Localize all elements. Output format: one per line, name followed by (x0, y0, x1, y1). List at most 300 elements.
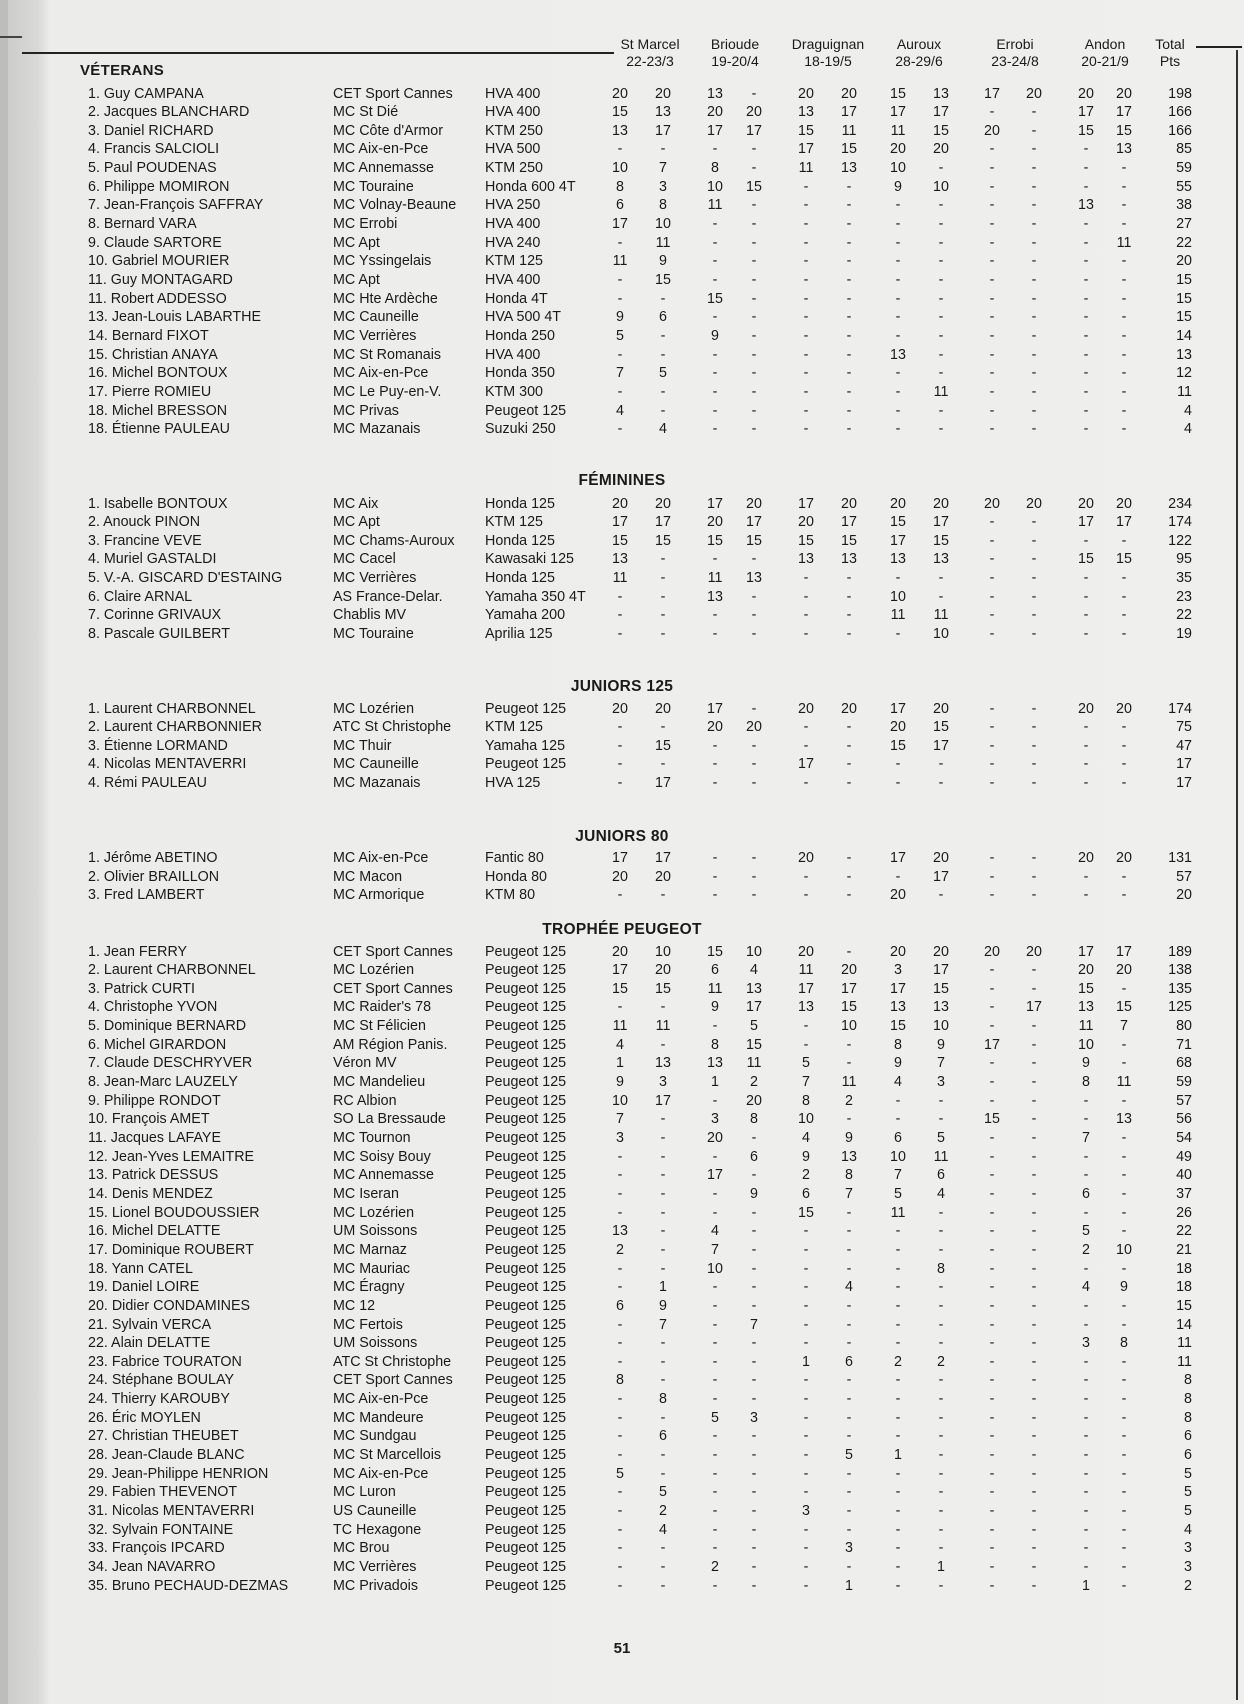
table-row (0, 774, 1244, 793)
race-points: - (803, 588, 809, 605)
rider-club: MC Sundgau (333, 1428, 417, 1445)
race-points: 11 (655, 1018, 671, 1035)
rider-name: 33. François IPCARD (88, 1540, 225, 1557)
rider-name: 15. Lionel BOUDOUSSIER (88, 1204, 260, 1221)
race-points: - (660, 1372, 666, 1389)
race-points: - (895, 421, 901, 438)
race-points: 9 (802, 1148, 810, 1165)
race-points: - (712, 234, 718, 251)
race-points: - (846, 272, 852, 288)
race-points: - (803, 1335, 809, 1352)
race-points: - (803, 1409, 809, 1426)
race-points: 3 (1082, 1335, 1090, 1352)
rider-name: 2. Laurent CHARBONNEL (88, 962, 256, 979)
race-points: - (938, 1447, 944, 1464)
race-points: - (1121, 1465, 1127, 1482)
race-points: - (803, 234, 809, 251)
race-points: - (1083, 1447, 1089, 1464)
race-points: - (660, 1353, 666, 1370)
race-points: - (1121, 1297, 1127, 1314)
race-points: - (1121, 402, 1127, 419)
table-row (0, 532, 1244, 551)
race-points: 4 (616, 402, 624, 419)
total-points: 85 (1176, 141, 1192, 158)
race-points: - (803, 1036, 809, 1053)
race-points: - (803, 1223, 809, 1240)
race-points: 10 (933, 1018, 949, 1035)
race-points: - (751, 1503, 757, 1519)
race-points: - (751, 253, 757, 270)
rider-name: 7. Jean-François SAFFRAY (88, 197, 264, 214)
race-points: 20 (798, 514, 814, 531)
race-points: - (1121, 1409, 1127, 1426)
race-points: - (1031, 1391, 1037, 1408)
race-points: - (751, 1130, 757, 1146)
race-points: 2 (750, 1074, 758, 1091)
race-points: - (895, 253, 901, 270)
total-points: 15 (1176, 309, 1192, 326)
race-points: 15 (655, 980, 671, 997)
race-points: - (846, 1484, 852, 1501)
race-points: 8 (845, 1167, 853, 1184)
race-points: - (660, 383, 666, 400)
race-points: - (895, 290, 901, 307)
race-points: 13 (1116, 141, 1132, 158)
table-row (0, 234, 1244, 253)
race-points: 9 (616, 1074, 624, 1091)
race-points: - (712, 309, 718, 326)
race-points: 20 (612, 85, 628, 102)
rider-bike: Peugeot 125 (485, 999, 567, 1016)
race-points: - (1031, 1558, 1037, 1575)
rider-club: MC Verrières (333, 570, 417, 587)
rider-bike: Peugeot 125 (485, 1428, 567, 1445)
table-row (0, 383, 1244, 402)
race-points: 7 (1082, 1130, 1090, 1146)
race-points: 4 (894, 1074, 902, 1091)
race-points: 13 (1078, 999, 1094, 1016)
race-points: 3 (711, 1111, 719, 1128)
race-points: - (1121, 588, 1127, 605)
race-points: - (660, 1409, 666, 1426)
race-points: - (1083, 1316, 1089, 1333)
race-points: - (989, 1297, 995, 1314)
total-points: 5 (1184, 1503, 1192, 1519)
race-points: 13 (841, 1148, 857, 1165)
race-points: 15 (890, 1018, 906, 1035)
rider-bike: Peugeot 125 (485, 1558, 567, 1575)
race-points: - (1121, 737, 1127, 754)
rider-bike: Peugeot 125 (485, 1036, 567, 1053)
race-points: - (751, 1335, 757, 1352)
race-points: - (846, 607, 852, 624)
race-points: - (895, 756, 901, 773)
race-points: - (712, 1521, 718, 1538)
rider-club: CET Sport Cannes (333, 943, 453, 960)
race-points: - (1031, 234, 1037, 251)
rider-bike: Honda 125 (485, 532, 555, 549)
header-rule (22, 52, 614, 54)
race-points: - (1121, 1092, 1127, 1109)
race-points: - (989, 1148, 995, 1165)
rider-name: 6. Philippe MOMIRON (88, 178, 230, 195)
race-points: 15 (890, 514, 906, 531)
race-points: 17 (933, 962, 949, 979)
race-points: - (895, 216, 901, 233)
rider-club: MC Armorique (333, 887, 425, 904)
race-points: - (846, 402, 852, 419)
table-row (0, 737, 1244, 756)
race-points: 15 (746, 532, 762, 549)
race-points: 15 (1078, 122, 1094, 139)
race-points: 9 (894, 1055, 902, 1072)
total-points: 11 (1177, 1353, 1192, 1370)
rider-club: MC Tournon (333, 1130, 411, 1146)
race-points: - (712, 1018, 718, 1035)
race-points: - (895, 1316, 901, 1333)
rider-club: MC Annemasse (333, 1167, 434, 1184)
race-points: - (1083, 1391, 1089, 1408)
rider-club: ATC St Christophe (333, 719, 452, 736)
race-points: 11 (1116, 234, 1132, 251)
race-points: - (989, 1577, 995, 1594)
race-points: - (660, 1223, 666, 1240)
race-points: 20 (655, 962, 671, 979)
race-points: - (803, 626, 809, 643)
rider-bike: Peugeot 125 (485, 1148, 567, 1165)
rider-club: MC Raider's 78 (333, 999, 432, 1016)
race-points: - (1121, 327, 1127, 344)
event-date: 23-24/8 (991, 53, 1039, 69)
race-points: - (846, 1316, 852, 1333)
race-points: - (989, 1484, 995, 1501)
rider-name: 27. Christian THEUBET (88, 1428, 239, 1445)
race-points: 20 (1026, 495, 1042, 512)
rider-club: MC Privadois (333, 1577, 419, 1594)
race-points: 20 (798, 85, 814, 102)
section-title: JUNIORS 125 (570, 678, 674, 695)
race-points: - (846, 327, 852, 344)
rider-club: MC Hte Ardèche (333, 290, 438, 307)
rider-name: 9. Claude SARTORE (88, 234, 222, 251)
race-points: - (617, 1279, 623, 1296)
race-points: 6 (802, 1185, 810, 1202)
race-points: - (846, 1111, 852, 1128)
race-points: - (1121, 160, 1127, 177)
race-points: 2 (659, 1503, 667, 1519)
race-points: - (938, 1223, 944, 1240)
race-points: 4 (1082, 1279, 1090, 1296)
race-points: - (846, 868, 852, 885)
race-points: - (1031, 1130, 1037, 1146)
rider-name: 29. Fabien THEVENOT (88, 1484, 238, 1501)
race-points: 5 (711, 1409, 719, 1426)
race-points: - (1121, 309, 1127, 326)
rider-club: MC St Romanais (333, 346, 442, 363)
table-row (0, 271, 1244, 290)
rider-bike: HVA 400 (485, 346, 541, 363)
race-points: 10 (707, 178, 723, 195)
race-points: - (751, 160, 757, 177)
race-points: - (803, 253, 809, 270)
race-points: 17 (1078, 104, 1094, 121)
race-points: - (846, 1465, 852, 1482)
rider-bike: KTM 125 (485, 514, 544, 531)
rider-club: MC Macon (333, 868, 403, 885)
rider-bike: HVA 500 4T (485, 309, 562, 326)
race-points: - (1031, 700, 1037, 717)
race-points: 17 (1078, 943, 1094, 960)
race-points: - (989, 272, 995, 288)
race-points: - (989, 1055, 995, 1072)
race-points: - (712, 216, 718, 233)
race-points: - (660, 1447, 666, 1464)
race-points: - (751, 607, 757, 624)
race-points: 2 (937, 1353, 945, 1370)
table-row (0, 1427, 1244, 1446)
race-points: - (1031, 253, 1037, 270)
table-row (0, 103, 1244, 122)
race-points: - (1083, 719, 1089, 736)
race-points: - (846, 216, 852, 233)
race-points: - (617, 1558, 623, 1575)
event-date: 20-21/9 (1081, 53, 1129, 69)
race-points: 2 (845, 1092, 853, 1109)
rider-bike: Peugeot 125 (485, 1018, 567, 1035)
race-points: - (989, 514, 995, 531)
race-points: 8 (937, 1260, 945, 1277)
rider-name: 20. Didier CONDAMINES (88, 1297, 251, 1314)
race-points: 10 (655, 943, 671, 960)
race-points: 10 (933, 626, 949, 643)
rider-name: 21. Sylvain VERCA (88, 1316, 212, 1333)
table-row (0, 1241, 1244, 1260)
race-points: 11 (612, 1018, 628, 1035)
race-points: - (1083, 309, 1089, 326)
race-points: - (617, 1540, 623, 1557)
race-points: - (660, 141, 666, 158)
race-points: - (1031, 290, 1037, 307)
race-points: - (895, 383, 901, 400)
total-points: 15 (1176, 272, 1192, 288)
race-points: 11 (746, 1055, 762, 1072)
table-row (0, 346, 1244, 365)
race-points: 11 (798, 962, 814, 979)
race-points: - (895, 1092, 901, 1109)
rider-bike: HVA 500 (485, 141, 541, 158)
total-points: 5 (1184, 1484, 1192, 1501)
race-points: - (989, 383, 995, 400)
rider-club: MC Annemasse (333, 160, 434, 177)
race-points: - (1083, 737, 1089, 754)
race-points: - (1121, 775, 1127, 792)
event-name: Andon (1084, 36, 1126, 52)
race-points: - (989, 327, 995, 344)
race-points: - (1083, 1260, 1089, 1277)
race-points: - (1031, 104, 1037, 121)
rider-bike: Peugeot 125 (485, 1279, 567, 1296)
rider-bike: KTM 125 (485, 253, 544, 270)
rider-club: MC Aix-en-Pce (333, 1391, 429, 1408)
table-row (0, 1278, 1244, 1297)
race-points: 17 (984, 1036, 1000, 1053)
race-points: 1 (937, 1558, 945, 1575)
rider-name: 15. Christian ANAYA (88, 346, 218, 363)
race-points: - (712, 421, 718, 438)
rider-bike: Peugeot 125 (485, 1204, 567, 1221)
race-points: - (803, 1241, 809, 1258)
rider-name: 10. Gabriel MOURIER (88, 253, 230, 270)
rider-bike: Honda 600 4T (485, 178, 576, 195)
rider-club: MC Mazanais (333, 421, 421, 438)
race-points: - (803, 1540, 809, 1557)
rider-name: 31. Nicolas MENTAVERRI (88, 1503, 255, 1519)
rider-club: MC Mazanais (333, 775, 421, 792)
race-points: 20 (612, 943, 628, 960)
race-points: 10 (841, 1018, 857, 1035)
race-points: - (1083, 365, 1089, 382)
race-points: - (617, 1521, 623, 1538)
race-points: 17 (798, 980, 814, 997)
total-points: 49 (1176, 1148, 1192, 1165)
race-points: 20 (1078, 850, 1094, 866)
race-points: - (1083, 775, 1089, 792)
race-points: - (989, 1353, 995, 1370)
race-points: - (846, 719, 852, 736)
header-rule-right (1196, 46, 1242, 48)
race-points: - (989, 1335, 995, 1352)
race-points: - (751, 588, 757, 605)
race-points: 8 (659, 1391, 667, 1408)
race-points: - (803, 607, 809, 624)
rider-bike: Peugeot 125 (485, 1540, 567, 1557)
race-points: 5 (845, 1447, 853, 1464)
race-points: 10 (933, 178, 949, 195)
race-points: - (989, 1409, 995, 1426)
race-points: - (989, 850, 995, 866)
rider-club: MC Cacel (333, 551, 396, 568)
race-points: - (1121, 1353, 1127, 1370)
race-points: - (989, 1279, 995, 1296)
rider-name: 6. Michel GIRARDON (88, 1036, 227, 1053)
race-points: - (660, 570, 666, 587)
total-points: 6 (1184, 1428, 1192, 1445)
rider-name: 1. Laurent CHARBONNEL (88, 700, 256, 717)
race-points: 20 (612, 700, 628, 717)
race-points: 8 (616, 1372, 624, 1389)
table-row (0, 550, 1244, 569)
race-points: - (712, 551, 718, 568)
total-points: 35 (1176, 570, 1192, 587)
total-points: 8 (1184, 1391, 1192, 1408)
race-points: - (712, 1185, 718, 1202)
total-points: 14 (1176, 327, 1192, 344)
race-points: - (895, 1465, 901, 1482)
rider-name: 18. Étienne PAULEAU (88, 421, 230, 438)
race-points: 17 (1026, 999, 1042, 1016)
race-points: 11 (1078, 1018, 1094, 1035)
race-points: - (1083, 402, 1089, 419)
race-points: - (1031, 626, 1037, 643)
race-points: - (712, 1428, 718, 1445)
race-points: - (803, 1372, 809, 1389)
race-points: 13 (612, 551, 628, 568)
race-points: - (846, 1503, 852, 1519)
race-points: 9 (937, 1036, 945, 1053)
rider-name: 12. Jean-Yves LEMAITRE (88, 1148, 255, 1165)
race-points: - (1121, 1503, 1127, 1519)
race-points: 15 (933, 122, 949, 139)
table-row (0, 606, 1244, 625)
rider-name: 35. Bruno PECHAUD-DEZMAS (88, 1577, 289, 1594)
race-points: 17 (612, 514, 628, 531)
rider-bike: Honda 4T (485, 290, 548, 307)
table-row (0, 1054, 1244, 1073)
race-points: 17 (890, 850, 906, 866)
race-points: - (989, 160, 995, 177)
race-points: 13 (890, 346, 906, 363)
race-points: - (846, 1521, 852, 1538)
table-row (0, 308, 1244, 327)
race-points: - (617, 141, 623, 158)
race-points: - (617, 775, 623, 792)
race-points: 20 (1116, 495, 1132, 512)
rider-club: MC Apt (333, 514, 380, 531)
race-points: - (895, 1428, 901, 1445)
race-points: - (989, 775, 995, 792)
race-points: 15 (1116, 551, 1132, 568)
rider-bike: HVA 400 (485, 272, 541, 288)
race-points: - (1083, 253, 1089, 270)
race-points: - (1031, 1111, 1037, 1128)
race-points: - (1121, 719, 1127, 736)
rider-club: Véron MV (333, 1055, 397, 1072)
race-points: - (895, 1279, 901, 1296)
rider-name: 24. Thierry KAROUBY (88, 1391, 230, 1408)
race-points: 20 (933, 943, 949, 960)
rider-bike: Suzuki 250 (485, 421, 556, 438)
race-points: - (989, 178, 995, 195)
race-points: 9 (659, 1297, 667, 1314)
race-points: - (751, 1447, 757, 1464)
race-points: - (989, 1503, 995, 1519)
race-points: - (1031, 383, 1037, 400)
race-points: 20 (655, 495, 671, 512)
race-points: - (660, 756, 666, 773)
race-points: 17 (841, 104, 857, 121)
total-points: 6 (1184, 1447, 1192, 1464)
race-points: - (712, 737, 718, 754)
race-points: - (1031, 1167, 1037, 1184)
race-points: - (846, 290, 852, 307)
race-points: - (617, 887, 623, 904)
table-row (0, 1092, 1244, 1111)
rider-bike: HVA 400 (485, 85, 541, 102)
rider-bike: Peugeot 125 (485, 1372, 567, 1389)
race-points: - (751, 887, 757, 904)
race-points: - (1031, 160, 1037, 177)
race-points: 17 (890, 104, 906, 121)
race-points: - (660, 1335, 666, 1352)
race-points: - (751, 1204, 757, 1221)
rider-name: 11. Jacques LAFAYE (88, 1130, 221, 1146)
race-points: - (989, 141, 995, 158)
race-points: - (751, 1297, 757, 1314)
race-points: - (712, 626, 718, 643)
race-points: 10 (798, 1111, 814, 1128)
rider-club: TC Hexagone (333, 1521, 422, 1538)
race-points: - (751, 1372, 757, 1389)
